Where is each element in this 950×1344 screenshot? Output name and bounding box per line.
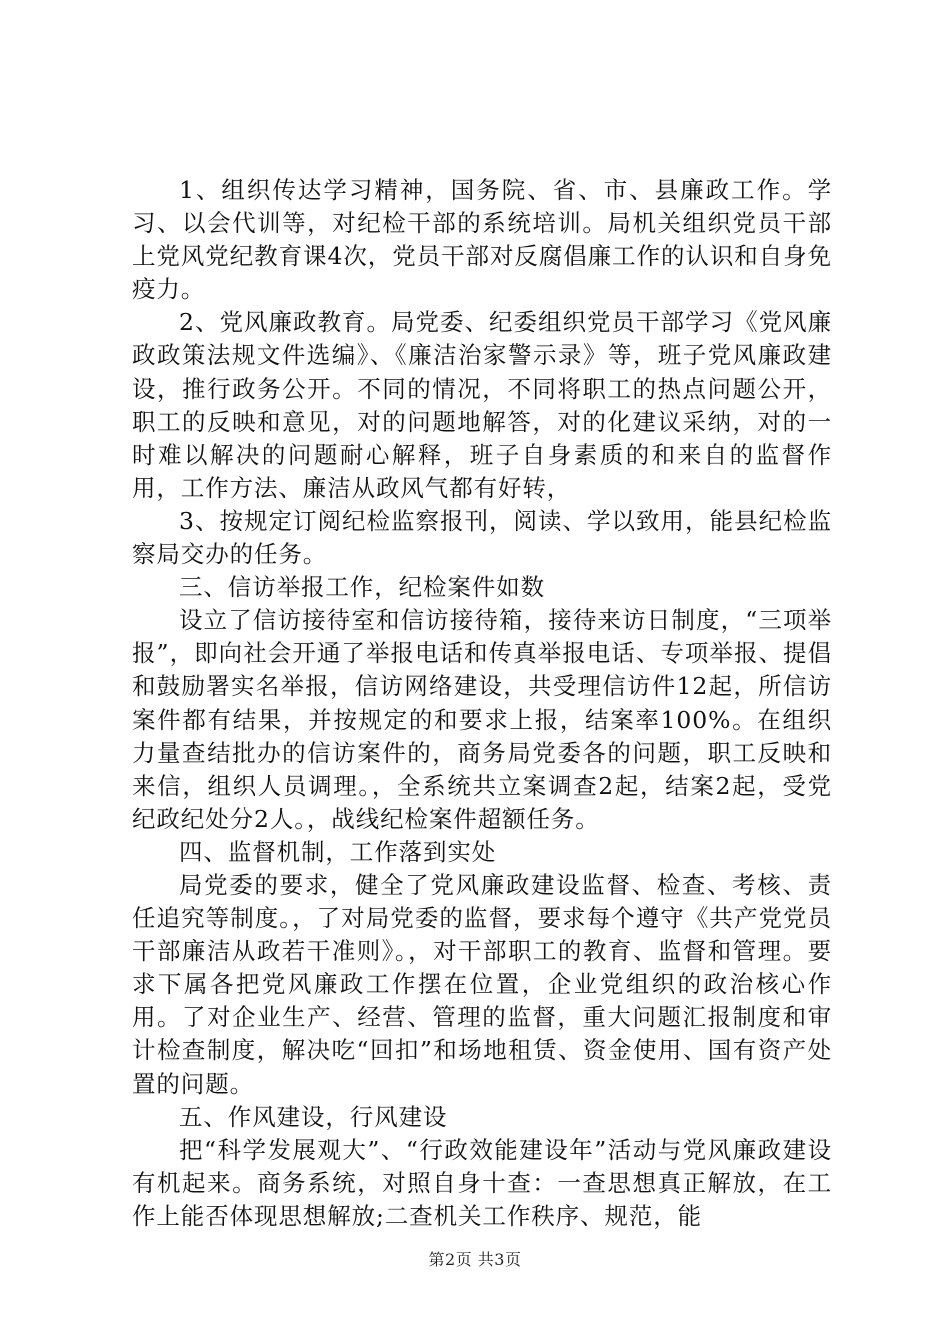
- paragraph-supervision: 局党委的要求，健全了党风廉政建设监督、检查、考核、责任追究等制度。，了对局党委的监督，要求每个遵守《共产党党员干部廉洁从政若干准则》。，对干部职工的教育、监督和管理。要求下属各把党风廉政工作摆在位置，企业党组织的政治核心作用。了对企业生产、经营、管理的监督，重大问题汇报制度和审计检查制度，解决吃“回扣”和场地租赁、资金使用、国有资产处置的问题。: [132, 870, 832, 1098]
- paragraph-1: 1、组织传达学习精神，国务院、省、市、县廉政工作。学习、以会代训等，对纪检干部的系统培训。局机关组织党员干部上党风党纪教育课4次，党员干部对反腐倡廉工作的认识和自身免疫力。: [132, 176, 832, 304]
- document-body: [132, 174, 832, 1233]
- section-heading-3: 三、信访举报工作，纪检案件如数: [179, 573, 545, 602]
- section-heading-5: 五、作风建设，行风建设: [179, 1102, 448, 1131]
- page-footer: 第2页 共3页: [428, 1250, 522, 1269]
- paragraph-petitions: 设立了信访接待室和信访接待箱，接待来访日制度，“三项举报”，即向社会开通了举报电话和传真举报电话、专项举报、提倡和鼓励署实名举报，信访网络建设，共受理信访件12起，所信访案件都有结果，并按规定的和要求上报，结案率100%。在组织力量查结批办的信访案件的，商务局党委各的问题，职工反映和来信，组织人员调理。，全系统共立案调查2起，结案2起，受党纪政纪处分2人。，战线纪检案件超额任务。: [132, 606, 832, 833]
- paragraph-work-style: 把“科学发展观大”、“行政效能建设年”活动与党风廉政建设有机起来。商务系统，对照自身十查：一查思想真正解放，在工作上能否体现思想解放;二查机关工作秩序、规范，能: [132, 1135, 832, 1230]
- paragraph-2: 2、党风廉政教育。局党委、纪委组织党员干部学习《党风廉政政策法规文件选编》、《廉洁治家警示录》等，班子党风廉政建设，推行政务公开。不同的情况，不同将职工的热点问题公开，职工的反映和意见，对的问题地解答，对的化建议采纳，对的一时难以解决的问题耐心解释，班子自身素质的和来自的监督作用，工作方法、廉洁从政风气都有好转，: [132, 308, 832, 502]
- paragraph-3: 3、按规定订阅纪检监察报刊，阅读、学以致用，能县纪检监察局交办的任务。: [132, 506, 832, 569]
- section-heading-4: 四、监督机制，工作落到实处: [179, 837, 497, 866]
